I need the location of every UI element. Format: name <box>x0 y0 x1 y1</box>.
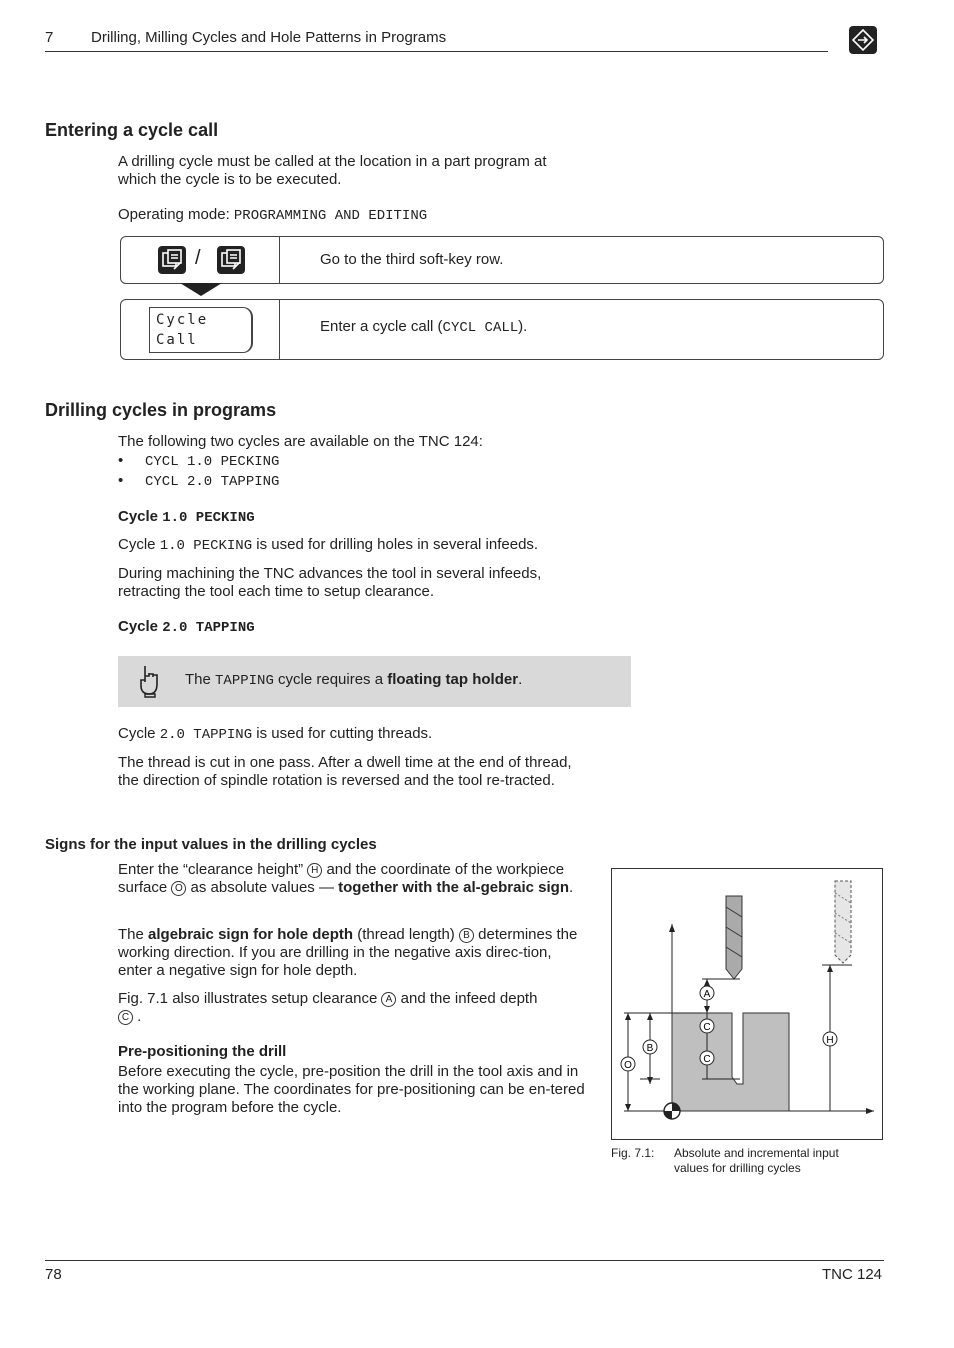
footer-rule <box>45 1260 884 1261</box>
hand-pointer-icon <box>138 664 164 698</box>
label-b: B <box>646 1043 654 1054</box>
softkey-row-key-icon[interactable] <box>158 246 186 274</box>
chapter-number: 7 <box>45 29 54 46</box>
pecking-detail: During machining the TNC advances the tool in several infeeds, retracting the tool each time to setup clearance. <box>118 565 542 600</box>
note-box <box>118 656 631 707</box>
signs-para-3: Fig. 7.1 also illustrates setup clearance A and the infeed depth C . <box>118 990 538 1025</box>
subhead-tapping: Cycle 2.0 TAPPING <box>118 618 255 636</box>
cycle-call-intro: A drilling cycle must be called at the location in a part program at which the cycle is to be executed. <box>118 153 547 188</box>
note-text: The TAPPING cycle requires a floating tap holder. <box>185 671 523 689</box>
step-description: Go to the third soft-key row. <box>320 251 504 268</box>
subhead-pecking: Cycle 1.0 PECKING <box>118 508 255 526</box>
softkey-row-key-icon-alt[interactable] <box>217 246 245 274</box>
section-title-signs: Signs for the input values in the drilling cycles <box>45 836 377 853</box>
list-item: • <box>118 472 124 489</box>
tapping-description: Cycle 2.0 TAPPING is used for cutting threads. <box>118 725 433 743</box>
key-separator: / <box>195 247 201 269</box>
label-a: A <box>703 989 711 1000</box>
operating-mode: Operating mode: PROGRAMMING AND EDITING <box>118 206 428 224</box>
signs-para-2: The algebraic sign for hole depth (thread length) B determines the working direction. If you are drilling in the negative axis direc-tion, enter a negative sign for hole depth. <box>118 926 578 979</box>
signs-para-1: Enter the “clearance height” H and the coordinate of the workpiece surface O as absolute values — together with the al-gebraic sign. <box>118 861 574 896</box>
figure-caption-number: Fig. 7.1: <box>611 1146 655 1160</box>
label-o: O <box>624 1060 632 1071</box>
list-item: • <box>118 452 124 469</box>
subhead-prepositioning: Pre-positioning the drill <box>118 1043 287 1060</box>
page-number: 78 <box>45 1266 62 1283</box>
pecking-description: Cycle 1.0 PECKING is used for drilling holes in several infeeds. <box>118 536 539 554</box>
step-row-softkey-row <box>120 236 884 284</box>
label-c: C <box>703 1054 711 1065</box>
label-c: C <box>703 1022 711 1033</box>
chapter-nav-icon <box>849 26 877 54</box>
list-item-text: CYCL 2.0 TAPPING <box>145 474 280 490</box>
section-title-entering-cycle-call: Entering a cycle call <box>45 120 219 140</box>
chapter-title: Drilling, Milling Cycles and Hole Patterns in Programs <box>91 29 447 46</box>
product-name: TNC 124 <box>822 1266 883 1283</box>
tapping-detail: The thread is cut in one pass. After a dwell time at the end of thread, the direction of spindle rotation is reversed and the tool re-tracted. <box>118 754 572 789</box>
prepositioning-text: Before executing the cycle, pre-position the drill in the tool axis and in the working plane. The coordinates for pre-positioning can be en-tered into the program before the cycle. <box>118 1063 585 1116</box>
label-h: H <box>826 1035 834 1046</box>
figure-caption-text: Absolute and incremental input values for drilling cycles <box>674 1146 839 1175</box>
step-arrow-icon <box>180 283 222 297</box>
cycles-intro: The following two cycles are available on the TNC 124: <box>118 433 483 450</box>
list-item-text: CYCL 1.0 PECKING <box>145 454 280 470</box>
header-rule <box>45 51 828 52</box>
cycle-call-softkey[interactable]: Cycle Call <box>149 307 253 353</box>
step-row-cycle-call <box>120 299 884 360</box>
section-title-drilling-cycles: Drilling cycles in programs <box>45 400 277 420</box>
figure-drilling-diagram <box>611 868 883 1140</box>
step-description: Enter a cycle call (CYCL CALL). <box>320 318 528 336</box>
